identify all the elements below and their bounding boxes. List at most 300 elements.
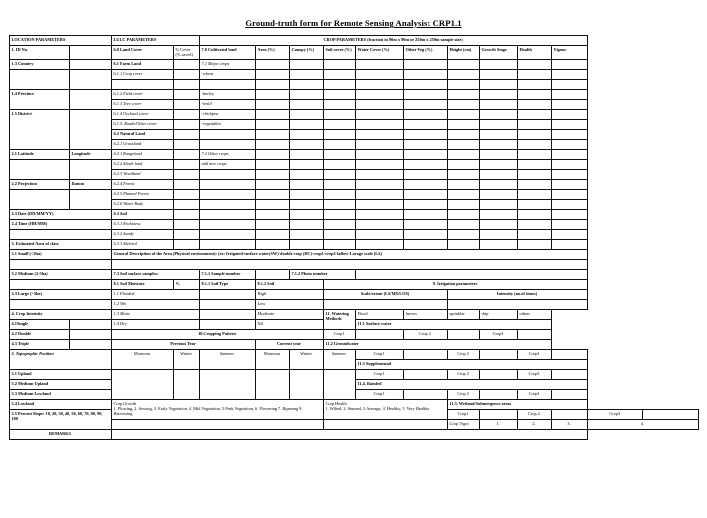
cell-gl-soil[interactable]: [323, 139, 355, 149]
cell-sup-crop3-value[interactable]: [551, 369, 587, 379]
cell-oc-height[interactable]: [447, 149, 479, 159]
cell-oc-veg[interactable]: [403, 149, 447, 159]
cell-longitude-value[interactable]: [69, 159, 111, 179]
cell-nl-water[interactable]: [355, 129, 403, 139]
cell-pf-crop[interactable]: [199, 189, 255, 199]
cell-latitude-value[interactable]: [9, 159, 69, 179]
cell-sk-health[interactable]: [517, 239, 551, 249]
label-wetland: 11.5. Wetland/Submergence areas: [447, 399, 587, 409]
label-prev-summer: Summer: [199, 349, 255, 369]
cell-medium-value[interactable]: [9, 279, 111, 289]
cell-wl-area[interactable]: [255, 169, 289, 179]
label-furrow: furrow: [403, 309, 447, 319]
cell-nl-height[interactable]: [447, 129, 479, 139]
cell-sa-growth[interactable]: [479, 229, 517, 239]
cell-f-growth[interactable]: [479, 179, 517, 189]
cell-sk-canopy[interactable]: [289, 239, 323, 249]
cell-sa-water[interactable]: [355, 229, 403, 239]
cell-other-veg[interactable]: [403, 59, 447, 69]
table-row-triple-years: [9, 339, 698, 349]
cell-gl-growth[interactable]: [479, 139, 517, 149]
cell-lentil-vigour[interactable]: [551, 99, 587, 109]
cell-lentil-area[interactable]: [255, 99, 289, 109]
cell-r-veg[interactable]: [403, 219, 447, 229]
cell-anc-water[interactable]: [355, 159, 403, 169]
cell-wl-vigour[interactable]: [551, 169, 587, 179]
cell-f-canopy[interactable]: [289, 179, 323, 189]
cell-barley-vigour[interactable]: [551, 89, 587, 99]
label-previous-year: Previous Year: [111, 339, 255, 349]
cell-spacer-b[interactable]: [289, 79, 323, 89]
cell-datum-value[interactable]: [69, 189, 111, 209]
label-crop-intensity: 4. Crop Intensity: [9, 309, 111, 319]
label-soil: 6.3 Soil: [111, 209, 173, 219]
cell-pf-veg[interactable]: [403, 189, 447, 199]
cell-anc-vigour[interactable]: [551, 159, 587, 169]
cell-f-veg[interactable]: [403, 179, 447, 189]
cell-wb-soil[interactable]: [323, 199, 355, 209]
cell-f-health[interactable]: [517, 179, 551, 189]
cell-lentil-soil[interactable]: [323, 99, 355, 109]
cell-lentil-water[interactable]: [355, 99, 403, 109]
table-row-spacer-1: [9, 79, 698, 89]
cell-f-vigour[interactable]: [551, 179, 587, 189]
cell-nl-growth[interactable]: [479, 129, 517, 139]
cell-country-value[interactable]: [69, 59, 111, 69]
cell-sup-crop1-value[interactable]: [403, 369, 447, 379]
cell-shrub-pct[interactable]: [173, 159, 199, 169]
label-vigor-2[interactable]: 2.: [517, 419, 551, 429]
cell-natural-land-pct[interactable]: [173, 129, 199, 139]
cell-spacer-f[interactable]: [447, 79, 479, 89]
cell-wb-vigour[interactable]: [551, 199, 587, 209]
cell-oc-vigour[interactable]: [551, 149, 587, 159]
label-rangeland: 6.2.1 Rangeland: [111, 149, 173, 159]
cell-sup-crop2-value[interactable]: [479, 369, 517, 379]
cell-wb-water[interactable]: [355, 199, 403, 209]
cell-pf-canopy[interactable]: [289, 189, 323, 199]
cell-chickpea-health[interactable]: [517, 109, 551, 119]
cell-gl-height[interactable]: [447, 139, 479, 149]
cell-anc-canopy[interactable]: [289, 159, 323, 169]
cell-f-area[interactable]: [255, 179, 289, 189]
cell-soil-type-value[interactable]: [199, 289, 255, 299]
cell-r-water[interactable]: [355, 219, 403, 229]
label-vigor-3[interactable]: 3.: [551, 419, 587, 429]
cell-field-cover-pct[interactable]: [173, 89, 199, 99]
cell-sa-veg[interactable]: [403, 229, 447, 239]
cell-s-height[interactable]: [447, 209, 479, 219]
cell-rangeland-pct[interactable]: [173, 149, 199, 159]
cell-r-growth[interactable]: [479, 219, 517, 229]
cell-soil-type-value-3[interactable]: [199, 309, 255, 319]
cell-spacer-crop[interactable]: [199, 79, 255, 89]
label-sw-crop3: Crop3: [479, 329, 517, 339]
cell-chickpea-area[interactable]: [255, 109, 289, 119]
cell-barley-area[interactable]: [255, 89, 289, 99]
cell-single-value[interactable]: [69, 319, 111, 329]
label-vigor-4[interactable]: 4.: [587, 419, 698, 429]
cell-planted-forest-pct[interactable]: [173, 189, 199, 199]
table-row-sandy: [9, 229, 698, 239]
cell-prev-winter-value[interactable]: [173, 369, 199, 399]
cell-small-value[interactable]: [9, 259, 111, 269]
cell-s-veg[interactable]: [403, 209, 447, 219]
cell-chickpea-height[interactable]: [447, 109, 479, 119]
cell-s-canopy[interactable]: [289, 209, 323, 219]
cell-sk-soil[interactable]: [323, 239, 355, 249]
cell-spacer-a[interactable]: [255, 79, 289, 89]
cell-barley-veg[interactable]: [403, 89, 447, 99]
cell-nl-health[interactable]: [517, 129, 551, 139]
table-row-province: [9, 89, 698, 99]
cell-rf-crop1-value[interactable]: [403, 389, 447, 399]
cell-soil-crop[interactable]: [199, 209, 255, 219]
cell-soil-cover[interactable]: [323, 59, 355, 69]
cell-sandy-crop[interactable]: [199, 229, 255, 239]
cell-r-vigour[interactable]: [551, 219, 587, 229]
cell-sk-crop[interactable]: [199, 239, 255, 249]
table-row-latitude: [9, 149, 698, 159]
cell-spacer-pct[interactable]: [173, 79, 199, 89]
cell-wb-health[interactable]: [517, 199, 551, 209]
cell-wheat-vigour[interactable]: [551, 69, 587, 79]
cell-wheat-water[interactable]: [355, 69, 403, 79]
cell-oc-health[interactable]: [517, 149, 551, 159]
cell-oc-water[interactable]: [355, 149, 403, 159]
cell-spacer-g[interactable]: [479, 79, 517, 89]
label-wet-crop1: Crop1: [447, 409, 479, 419]
cell-chickpea-soil[interactable]: [323, 109, 355, 119]
cell-country-spacer-2[interactable]: [69, 69, 111, 89]
cell-soil-type-value-4[interactable]: [199, 319, 255, 329]
cell-sk-water[interactable]: [355, 239, 403, 249]
cell-veg-area[interactable]: [255, 119, 289, 129]
cell-s-health[interactable]: [517, 209, 551, 219]
cell-id-no-value[interactable]: [69, 46, 111, 60]
cell-lentil-height[interactable]: [447, 99, 479, 109]
cell-wheat-canopy[interactable]: [289, 69, 323, 79]
cell-growth-stage[interactable]: [479, 59, 517, 69]
cell-wl-veg[interactable]: [403, 169, 447, 179]
cell-veg-veg[interactable]: [403, 119, 447, 129]
cell-sample-number-value[interactable]: [255, 269, 289, 279]
cell-large-value[interactable]: [9, 299, 111, 309]
cell-nl-vigour[interactable]: [551, 129, 587, 139]
cell-health[interactable]: [517, 59, 551, 69]
cell-forest-pct[interactable]: [173, 179, 199, 189]
cell-area[interactable]: [255, 59, 289, 69]
cell-barley-height[interactable]: [447, 89, 479, 99]
cell-spacer-d[interactable]: [355, 79, 403, 89]
cell-remarks-value[interactable]: [111, 429, 587, 439]
cell-vigour[interactable]: [551, 59, 587, 69]
cell-wb-height[interactable]: [447, 199, 479, 209]
label-groundwater: 11.2 Groundwater: [323, 339, 551, 349]
cell-anc-area[interactable]: [255, 159, 289, 169]
label-medium-lowland: 5.3 Medium Lowland: [9, 389, 111, 399]
cell-veg-vigour[interactable]: [551, 119, 587, 129]
cell-barley-canopy[interactable]: [289, 89, 323, 99]
cell-lentil-growth[interactable]: [479, 99, 517, 109]
cell-time-value[interactable]: [9, 229, 111, 239]
cell-chickpea-veg[interactable]: [403, 109, 447, 119]
cell-intensity-value[interactable]: [447, 299, 587, 309]
label-nil: Nil: [255, 319, 323, 329]
cell-chickpea-water[interactable]: [355, 109, 403, 119]
cell-pf-growth[interactable]: [479, 189, 517, 199]
cell-gl-veg[interactable]: [403, 139, 447, 149]
cell-wb-growth[interactable]: [479, 199, 517, 209]
cell-f-water[interactable]: [355, 179, 403, 189]
cell-wb-area[interactable]: [255, 199, 289, 209]
cell-grassland-crop[interactable]: [199, 139, 255, 149]
cell-veg-growth[interactable]: [479, 119, 517, 129]
cell-lentil-veg[interactable]: [403, 99, 447, 109]
cell-wl-health[interactable]: [517, 169, 551, 179]
cell-veg-health[interactable]: [517, 119, 551, 129]
label-land-cover: 6.0 Land Cover: [111, 46, 173, 60]
label-major-crops: 7.1 Major crops: [199, 59, 255, 69]
cell-spacer-h[interactable]: [517, 79, 551, 89]
cell-chickpea-vigour[interactable]: [551, 109, 587, 119]
cell-sk-height[interactable]: [447, 239, 479, 249]
cell-r-soil[interactable]: [323, 219, 355, 229]
cell-nl-soil[interactable]: [323, 129, 355, 139]
cell-wet-crop2-value[interactable]: [551, 409, 587, 419]
table-row-water-body: [9, 199, 698, 209]
cell-sandy-pct[interactable]: [173, 229, 199, 239]
cell-photo-number-value[interactable]: [355, 269, 587, 279]
cell-pf-health[interactable]: [517, 189, 551, 199]
cell-gl-area[interactable]: [255, 139, 289, 149]
label-wet-crop3: Crop3: [587, 409, 642, 419]
cell-wheat-soil[interactable]: [323, 69, 355, 79]
label-skeletal: 6.3.3 Skeletal: [111, 239, 173, 249]
cell-projection-value[interactable]: [9, 189, 69, 209]
cell-f-height[interactable]: [447, 179, 479, 189]
label-vigor-1[interactable]: 1.: [479, 419, 517, 429]
header-pct-cover: [173, 46, 199, 60]
cell-roads-pct[interactable]: [173, 119, 199, 129]
label-dry: 1.4 Dry: [111, 319, 199, 329]
cell-sk-vigour[interactable]: [551, 239, 587, 249]
label-id-no: 1. ID No.: [9, 46, 69, 60]
cell-sw-crop2-value[interactable]: [447, 329, 479, 339]
cell-wl-growth[interactable]: [479, 169, 517, 179]
cell-barley-soil[interactable]: [323, 89, 355, 99]
cell-gl-canopy[interactable]: [289, 139, 323, 149]
cell-pf-soil[interactable]: [323, 189, 355, 199]
cell-rock-crop[interactable]: [199, 219, 255, 229]
cell-wb-canopy[interactable]: [289, 199, 323, 209]
cell-wb-veg[interactable]: [403, 199, 447, 209]
cell-sa-height[interactable]: [447, 229, 479, 239]
cell-scale-extent-value[interactable]: [323, 299, 447, 309]
table-row-crop-intensity: [9, 309, 698, 319]
label-natural-land: 6.2 Natural Land: [111, 129, 173, 139]
cell-wet-crop3-value[interactable]: [643, 409, 698, 419]
cell-prev-summer-value[interactable]: [199, 369, 255, 399]
cell-rf-crop2-value[interactable]: [479, 389, 517, 399]
cell-oc-growth[interactable]: [479, 149, 517, 159]
cell-f-soil[interactable]: [323, 179, 355, 189]
label-cropping-pattern: 10.Cropping Pattern: [111, 329, 323, 339]
cell-wheat-veg[interactable]: [403, 69, 447, 79]
cell-sw-crop3-value[interactable]: [517, 329, 551, 339]
cell-gw-crop2-value[interactable]: [479, 349, 517, 359]
cell-r-area[interactable]: [255, 219, 289, 229]
cell-wb-crop[interactable]: [199, 199, 255, 209]
cell-spacer-lulc[interactable]: [111, 79, 173, 89]
cell-rf-crop3-value[interactable]: [551, 389, 587, 399]
cell-lentil-canopy[interactable]: [289, 99, 323, 109]
cell-anc-height[interactable]: [447, 159, 479, 169]
cell-wheat-height[interactable]: [447, 69, 479, 79]
cell-lentil-health[interactable]: [517, 99, 551, 109]
cell-skeletal-pct[interactable]: [173, 239, 199, 249]
table-row-planted-forest: [9, 189, 698, 199]
cell-sa-vigour[interactable]: [551, 229, 587, 239]
label-medium-area: 3.2 Medium (2-5ha): [9, 269, 111, 279]
cell-forest-crop[interactable]: [199, 179, 255, 189]
cell-pf-area[interactable]: [255, 189, 289, 199]
table-row-tree-cover: [9, 99, 698, 109]
cell-wet-crop1-value[interactable]: [479, 409, 517, 419]
header-growth-stage: Growth Stage: [479, 46, 517, 60]
cell-wl-canopy[interactable]: [289, 169, 323, 179]
cell-orchard-cover-pct[interactable]: [173, 109, 199, 119]
cell-oc-soil[interactable]: [323, 149, 355, 159]
cell-sa-canopy[interactable]: [289, 229, 323, 239]
cell-gw-crop3-value[interactable]: [551, 349, 587, 359]
label-intensity: Intensity (no.of times): [447, 289, 587, 299]
cell-gw-crop1-value[interactable]: [403, 349, 447, 359]
cell-woodland-crop[interactable]: [199, 169, 255, 179]
cell-sa-area[interactable]: [255, 229, 289, 239]
cell-farm-land-pct[interactable]: [173, 59, 199, 69]
table-row-small-general-description: [9, 249, 698, 259]
cell-wheat-health[interactable]: [517, 69, 551, 79]
label-photo-number: 7.1.2 Photo number: [289, 269, 355, 279]
cell-veg-soil[interactable]: [323, 119, 355, 129]
cell-s-water[interactable]: [355, 209, 403, 219]
cell-barley-health[interactable]: [517, 89, 551, 99]
cell-sk-area[interactable]: [255, 239, 289, 249]
cell-oc-canopy[interactable]: [289, 149, 323, 159]
cell-nl-canopy[interactable]: [289, 129, 323, 139]
cell-r-health[interactable]: [517, 219, 551, 229]
cell-spacer-c[interactable]: [323, 79, 355, 89]
cell-veg-height[interactable]: [447, 119, 479, 129]
cell-nl-area[interactable]: [255, 129, 289, 139]
table-row-lowland-legends: [9, 399, 698, 409]
cell-r-canopy[interactable]: [289, 219, 323, 229]
cell-double-value[interactable]: [69, 329, 111, 339]
label-flooded: 1.1 Flooded: [111, 289, 199, 299]
cell-district-value[interactable]: [69, 109, 111, 149]
cell-height[interactable]: [447, 59, 479, 69]
cell-gl-vigour[interactable]: [551, 139, 587, 149]
cell-curr-summer-value[interactable]: [323, 369, 355, 399]
cell-gl-water[interactable]: [355, 139, 403, 149]
cell-triple-value[interactable]: [69, 339, 111, 349]
cell-chickpea-canopy[interactable]: [289, 109, 323, 119]
cell-barley-growth[interactable]: [479, 89, 517, 99]
cell-canopy[interactable]: [289, 59, 323, 69]
cell-sa-soil[interactable]: [323, 229, 355, 239]
cell-country-spacer[interactable]: [9, 69, 69, 89]
cell-sw-crop1-value[interactable]: [355, 329, 403, 339]
label-woodland: 6.2.3 Woodland: [111, 169, 173, 179]
label-curr-monsoon: Monsoon: [255, 349, 289, 369]
cell-province-value[interactable]: [69, 89, 111, 109]
cell-anc-soil[interactable]: [323, 159, 355, 169]
cell-pf-vigour[interactable]: [551, 189, 587, 199]
cell-soil-type-value-2[interactable]: [199, 299, 255, 309]
cell-rockiness-pct[interactable]: [173, 219, 199, 229]
table-row-soil-moisture-header: [9, 279, 698, 289]
cell-pf-height[interactable]: [447, 189, 479, 199]
cell-gl-health[interactable]: [517, 139, 551, 149]
cell-s-area[interactable]: [255, 209, 289, 219]
cell-chickpea-growth[interactable]: [479, 109, 517, 119]
cell-spacer-e[interactable]: [403, 79, 447, 89]
label-field-cover: 6.1.2 Field cover: [111, 89, 173, 99]
cell-curr-monsoon-value[interactable]: [255, 369, 289, 399]
cell-curr-winter-value[interactable]: [289, 369, 323, 399]
cell-sa-health[interactable]: [517, 229, 551, 239]
cell-soil-pct[interactable]: [173, 209, 199, 219]
cell-general-description-value[interactable]: [111, 259, 587, 269]
cell-anc-growth[interactable]: [479, 159, 517, 169]
cell-water-cover[interactable]: [355, 59, 403, 69]
cell-s-growth[interactable]: [479, 209, 517, 219]
cell-veg-water[interactable]: [355, 119, 403, 129]
cell-water-body-pct[interactable]: [173, 199, 199, 209]
cell-veg-canopy[interactable]: [289, 119, 323, 129]
cell-s-soil[interactable]: [323, 209, 355, 219]
cell-wl-height[interactable]: [447, 169, 479, 179]
cell-woodland-pct[interactable]: [173, 169, 199, 179]
cell-oc-area[interactable]: [255, 149, 289, 159]
cell-wl-soil[interactable]: [323, 169, 355, 179]
cell-sk-growth[interactable]: [479, 239, 517, 249]
label-sandy: 6.3.2 Sandy: [111, 229, 173, 239]
cell-anc-health[interactable]: [517, 159, 551, 169]
cell-barley-water[interactable]: [355, 89, 403, 99]
cell-wheat-area[interactable]: [255, 69, 289, 79]
cell-spacer-i[interactable]: [551, 79, 587, 89]
cell-wl-water[interactable]: [355, 169, 403, 179]
cell-anc-veg[interactable]: [403, 159, 447, 169]
cell-crop-cover-pct[interactable]: [173, 69, 199, 79]
cell-pf-water[interactable]: [355, 189, 403, 199]
cell-grassland-pct[interactable]: [173, 139, 199, 149]
cell-prev-monsoon-value[interactable]: [111, 369, 173, 399]
label-watering-methods: 11. Watering Methods: [323, 309, 355, 329]
cell-r-height[interactable]: [447, 219, 479, 229]
cell-wheat-growth[interactable]: [479, 69, 517, 79]
cell-natural-crop[interactable]: [199, 129, 255, 139]
label-other-crops: 7.2 Other crops: [199, 149, 255, 159]
cell-s-vigour[interactable]: [551, 209, 587, 219]
legend-crop-growth-title: Crop Growth: [113, 400, 137, 406]
cell-sk-veg[interactable]: [403, 239, 447, 249]
label-single: 4.1Single: [9, 319, 69, 329]
cell-nl-veg[interactable]: [403, 129, 447, 139]
cell-tree-cover-pct[interactable]: [173, 99, 199, 109]
